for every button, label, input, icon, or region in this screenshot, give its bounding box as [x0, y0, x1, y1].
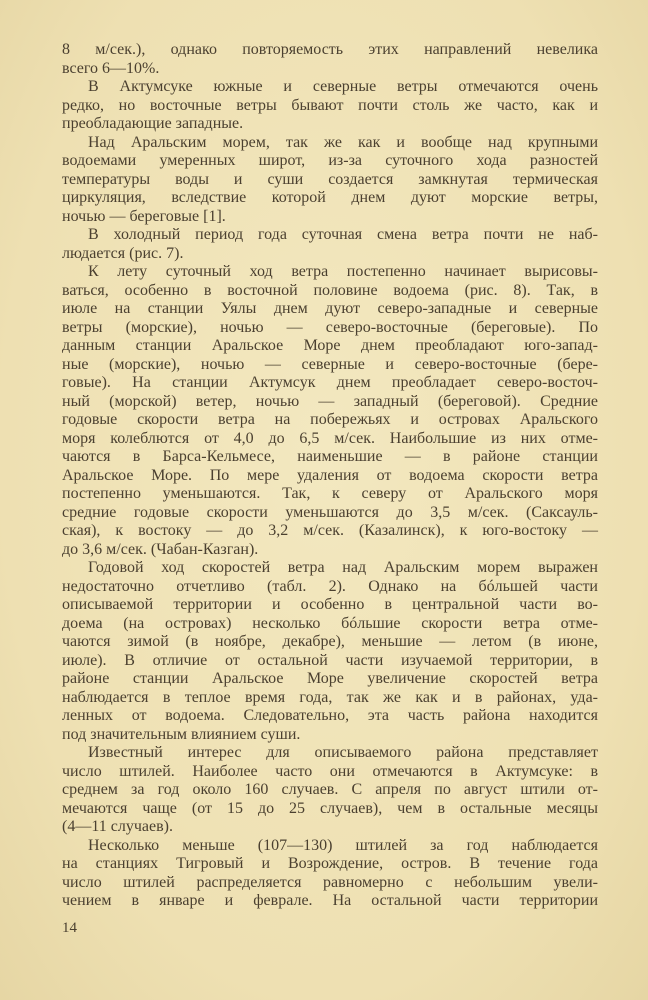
- text-line: ный (морской) ветер, ночью — западный (береговой). Средние: [62, 392, 598, 410]
- text-line: на станциях Тигровый и Возрождение, остров. В течение года: [62, 855, 598, 872]
- text-line: В Актумсуке южные и северные ветры отмечаются очень: [88, 78, 598, 95]
- text-line: мечаются чаще (от 15 до 25 случаев), чем в остальные месяцы: [62, 799, 598, 817]
- text-line: Над Аральским морем, так же как и вообще над крупными: [88, 133, 598, 151]
- text-line: чением в январе и феврале. На остальной части территории: [62, 892, 598, 909]
- text-line: число штилей. Наиболее часто они отмечаются в Актумсуке: в: [62, 762, 598, 780]
- text-line: говые). На станции Актумсук днем преобладает северо-восточ-: [62, 374, 598, 391]
- text-line: средние годовые скорости уменьшаются до 3,5 м/сек. (Саксауль-: [62, 503, 598, 521]
- text-line: июле на станции Уялы днем дуют северо-западные и северные: [62, 300, 598, 317]
- text-line: описываемой территории и особенно в центральной части во-: [62, 596, 598, 613]
- text-line: ные (морские), ночью — северные и северо-восточные (бере-: [62, 355, 598, 373]
- text-line: доема (на островах) несколько бóльшие скорости ветра отме-: [62, 614, 598, 632]
- paragraph: [62, 41, 598, 78]
- text-line: редко, но восточные ветры бывают почти столь же часто, как и: [62, 96, 598, 114]
- paragraph: [62, 744, 598, 837]
- text-line: Годовой ход скоростей ветра над Аральским морем выражен: [88, 559, 598, 576]
- text-line: ваться, особенно в восточной половине водоема (рис. 8). Так, в: [62, 281, 598, 299]
- text-line: годовые скорости ветра на побережьях и островах Аральского: [62, 411, 598, 428]
- text-line: (4—11 случаев).: [62, 818, 173, 835]
- text-line: всего 6—10%.: [62, 59, 160, 77]
- paragraph: [62, 226, 598, 263]
- text-line: циркуляция, вследствие которой днем дуют морские ветры,: [62, 189, 598, 206]
- body-text: [62, 41, 598, 911]
- paragraph: [62, 559, 598, 744]
- text-line: температуры воды и суши создается замкнутая термическая: [62, 170, 598, 188]
- text-line: наблюдается в теплое время года, так же как и в районах, уда-: [62, 688, 598, 706]
- text-line: преобладающие западные.: [62, 115, 244, 132]
- text-line: данным станции Аральское Море днем преобладают юго-запад-: [62, 337, 598, 354]
- paragraph: [62, 134, 598, 227]
- text-line: ленных от водоема. Следовательно, эта часть района находится: [62, 707, 598, 724]
- text-line: людается (рис. 7).: [62, 244, 184, 262]
- text-line: ночью — береговые [1].: [62, 207, 226, 225]
- text-line: В холодный период года суточная смена ветра почти не наб-: [88, 226, 598, 243]
- text-line: до 3,6 м/сек. (Чабан-Казган).: [62, 540, 259, 558]
- text-line: июле). В отличие от остальной части изучаемой территории, в: [62, 651, 598, 669]
- paragraph: [62, 263, 598, 559]
- text-line: чаются зимой (в ноябре, декабре), меньшие — летом (в июне,: [62, 633, 598, 650]
- text-line: водоемами умеренных широт, из-за суточного хода разностей: [62, 152, 598, 169]
- text-line: число штилей распределяется равномерно с небольшим увели-: [62, 873, 598, 891]
- paragraph: [62, 837, 598, 911]
- text-line: чаются в Барса-Кельмесе, наименьшие — в районе станции: [62, 448, 598, 465]
- text-line: 8 м/сек.), однако повторяемость этих направлений невелика: [62, 41, 598, 58]
- page-number: 14: [62, 920, 77, 936]
- text-line: Несколько меньше (107—130) штилей за год наблюдается: [88, 836, 598, 854]
- text-line: среднем за год около 160 случаев. С апреля по август штили от-: [62, 781, 598, 798]
- text-line: Аральское Море. По мере удаления от водоема скорости ветра: [62, 466, 598, 484]
- text-line: постепенно уменьшаются. Так, к северу от Аральского моря: [62, 485, 598, 502]
- text-line: недостаточно отчетливо (табл. 2). Однако на бóльшей части: [62, 577, 598, 595]
- text-line: К лету суточный ход ветра постепенно начинает вырисовы-: [88, 263, 598, 280]
- paragraph: [62, 78, 598, 134]
- text-line: районе станции Аральское Море увеличение скоростей ветра: [62, 670, 598, 687]
- text-line: моря колеблются от 4,0 до 6,5 м/сек. Наибольшие из них отме-: [62, 429, 598, 447]
- text-line: под значительным влиянием суши.: [62, 725, 301, 743]
- text-line: Известный интерес для описываемого района представляет: [88, 744, 598, 761]
- text-line: ская), к востоку — до 3,2 м/сек. (Казалинск), к юго-востоку —: [62, 522, 598, 539]
- text-line: ветры (морские), ночью — северо-восточные (береговые). По: [62, 318, 598, 336]
